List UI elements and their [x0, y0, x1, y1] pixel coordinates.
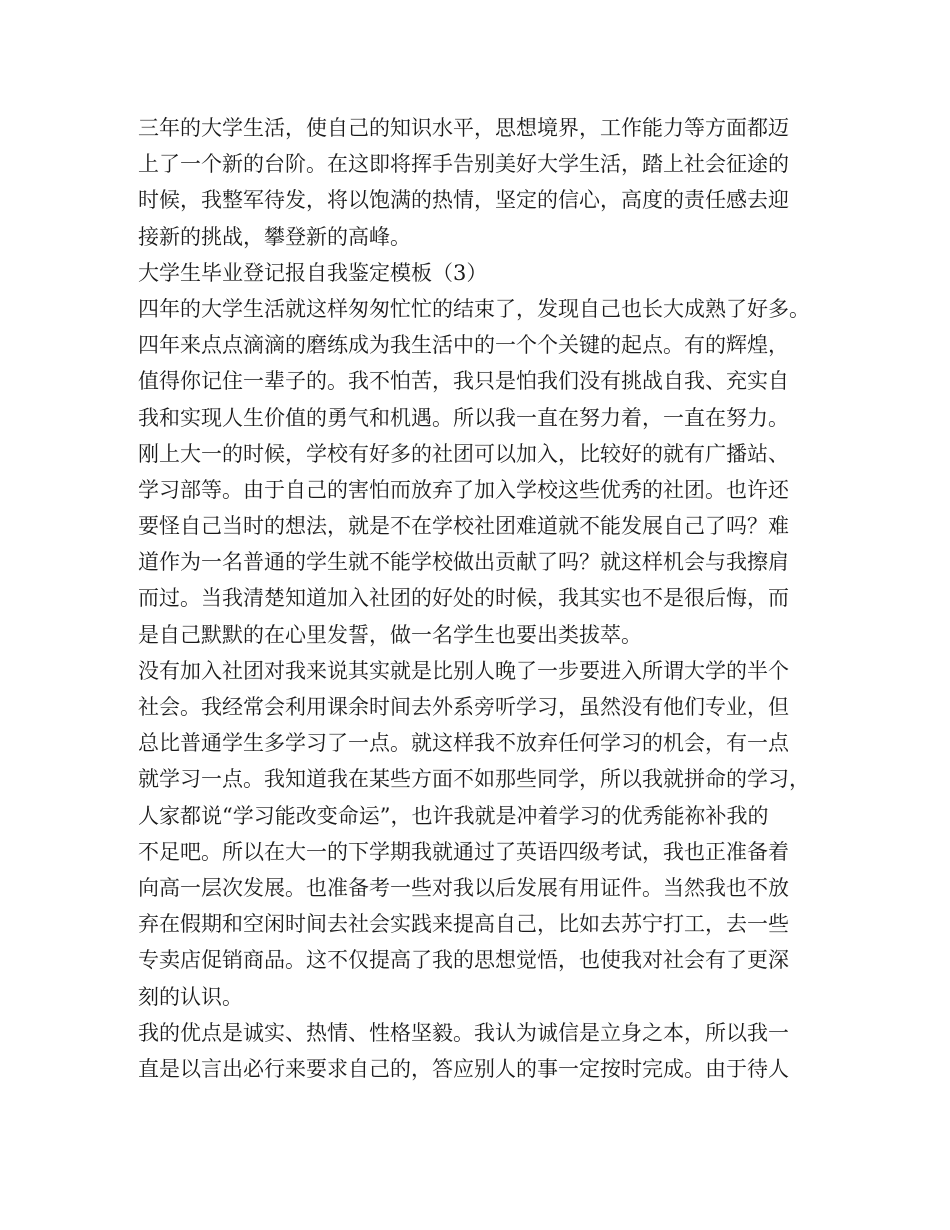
text-line: 弃在假期和空闲时间去社会实践来提高自己，比如去苏宁打工，去一些	[138, 912, 789, 937]
text-line: 我的优点是诚实、热情、性格坚毅。我认为诚信是立身之本，所以我一	[138, 1020, 789, 1045]
text-line: 直是以言出必行来要求自己的，答应别人的事一定按时完成。由于待人	[138, 1056, 789, 1081]
text-line: 人家都说“学习能改变命运”，也许我就是冲着学习的优秀能祢补我的	[138, 803, 769, 828]
text-line: 专卖店促销商品。这不仅提高了我的思想觉悟，也使我对社会有了更深	[138, 948, 789, 973]
text-line: 三年的大学生活，使自己的知识水平，思想境界，工作能力等方面都迈	[138, 116, 789, 140]
text-line: 四年的大学生活就这样匆匆忙忙的结束了，发现自己也长大成熟了好多。	[138, 296, 810, 321]
text-line: 没有加入社团对我来说其实就是比别人晚了一步要进入所谓大学的半个	[138, 658, 789, 683]
text-line: 时候，我整军待发，将以饱满的热情，坚定的信心，高度的责任感去迎	[138, 188, 789, 213]
text-line: 上了一个新的台阶。在这即将挥手告别美好大学生活，踏上社会征途的	[138, 152, 789, 177]
text-line: 而过。当我清楚知道加入社团的好处的时候，我其实也不是很后悔，而	[138, 586, 789, 611]
text-line: 学习部等。由于自己的害怕而放弃了加入学校这些优秀的社团。也许还	[138, 477, 789, 502]
text-line: 社会。我经常会利用课余时间去外系旁听学习，虽然没有他们专业，但	[138, 695, 789, 719]
text-line: 是自己默默的在心里发誓，做一名学生也要出类拔萃。	[138, 622, 642, 647]
text-line: 刚上大一的时候，学校有好多的社团可以加入，比较好的就有广播站、	[138, 441, 789, 466]
text-line: 接新的挑战，攀登新的高峰。	[138, 224, 411, 249]
document-body	[138, 110, 828, 1087]
text-line: 四年来点点滴滴的磨练成为我生活中的一个个关键的起点。有的辉煌，	[138, 333, 789, 358]
text-line: 不足吧。所以在大一的下学期我就通过了英语四级考试，我也正准备着	[138, 839, 789, 864]
text-line: 刻的认识。	[138, 984, 243, 1009]
section-heading: 大学生毕业登记报自我鉴定模板（3）	[138, 260, 488, 285]
text-line: 向高一层次发展。也准备考一些对我以后发展有用证件。当然我也不放	[138, 875, 789, 900]
text-line: 我和实现人生价值的勇气和机遇。所以我一直在努力着，一直在努力。	[138, 405, 789, 430]
text-line: 值得你记住一辈子的。我不怕苦，我只是怕我们没有挑战自我、充实自	[138, 369, 789, 394]
text-line: 要怪自己当时的想法，就是不在学校社团难道就不能发展自己了吗？难	[138, 514, 789, 539]
text-line: 道作为一名普通的学生就不能学校做出贡献了吗？就这样机会与我擦肩	[138, 550, 789, 575]
text-line: 就学习一点。我知道我在某些方面不如那些同学，所以我就拼命的学习，	[138, 767, 810, 792]
text-line: 总比普通学生多学习了一点。就这样我不放弃任何学习的机会，有一点	[138, 731, 789, 756]
